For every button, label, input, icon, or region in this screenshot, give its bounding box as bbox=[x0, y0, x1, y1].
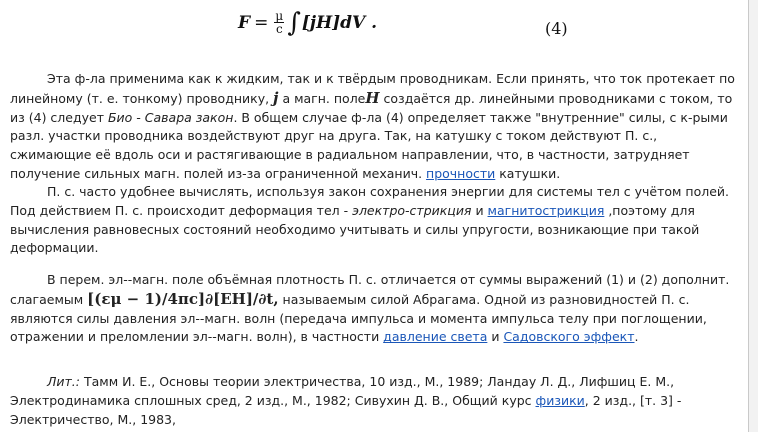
symbol-H: H bbox=[365, 88, 380, 107]
paragraph-1 bbox=[10, 70, 740, 184]
p1-text-4: . В общем случае ф-ла (4) определяет также "внутренние" силы, с к-рыми разл. участки проводника воздействуют друг на друга. Так, на катушку с током действуют П. с., сжимающие её вдоль оси и растягивающие в радиальном направлении, что, в частности, затрудняет получение сильных магн. полей из-за ограниченной механич. bbox=[10, 109, 728, 181]
p3-text-2: называемым силой Абрагама. Одной из разновидностей П. с. являются силы давления эл--магн. волн (передача импульса и момента импульса телу при поглощении, отражении и преломлении эл--магн. волн), в частности bbox=[10, 291, 707, 345]
p3-text-3: и bbox=[487, 329, 504, 345]
link-physics[interactable]: физики bbox=[535, 392, 585, 408]
p2-italic-electrostriction: электро-стрикция bbox=[352, 202, 472, 218]
p3-text-4: . bbox=[634, 329, 639, 345]
symbol-j: j bbox=[273, 88, 279, 107]
link-light-pressure[interactable]: давление света bbox=[383, 329, 488, 345]
paragraph-literature bbox=[10, 373, 740, 429]
p1-text-3: создаётся др. линейными проводниками с током, то из (4) следует bbox=[10, 90, 733, 125]
eq-frac-num: μ bbox=[275, 9, 284, 23]
eq-lhs: F bbox=[238, 12, 251, 33]
link-prochnosti[interactable]: прочности bbox=[426, 165, 496, 181]
p3-text-1: В перем. эл--магн. поле объёмная плотность П. с. отличается от суммы выражений (1) и (2) дополнит. слагаемым bbox=[10, 272, 730, 307]
link-magnetostriction[interactable]: магнитострикция bbox=[487, 202, 605, 218]
p1-text-1: Эта ф-ла применима как к жидким, так и к твёрдым проводникам. Если принять, что ток протекает по линейному (т. е. тонкому) проводнику, bbox=[10, 71, 735, 106]
abraham-formula: [(εμ − 1)/4πc]∂[EH]/∂t, bbox=[87, 289, 279, 308]
p1-text-2: а магн. поле bbox=[278, 90, 366, 106]
lit-label: Лит.: bbox=[47, 374, 80, 389]
right-border bbox=[748, 0, 758, 432]
link-sadovsky-effect[interactable]: Садовского эффект bbox=[503, 329, 635, 345]
p2-text-2: и bbox=[471, 202, 488, 218]
equation-number: (4) bbox=[545, 19, 568, 38]
eq-integral: ∫ bbox=[287, 7, 301, 38]
p4-text-2: , 2 изд., [т. 3] - Электричество, М., 1983, bbox=[10, 392, 682, 427]
p2-text-3: ,поэтому для вычисления равновесных состояний необходимо учитывать и силы упругости, возникающие при такой деформации. bbox=[10, 202, 700, 256]
eq-equals: = bbox=[254, 12, 269, 33]
equation-4 bbox=[238, 7, 378, 38]
eq-frac-den: c bbox=[275, 22, 283, 36]
paragraph-2 bbox=[10, 183, 740, 258]
p2-text-1: П. с. часто удобнее вычислять, используя закон сохранения энергии для системы тел с учётом полей. Под действием П. с. происходит деформация тел - bbox=[10, 184, 730, 218]
eq-body: [jH]dV . bbox=[301, 12, 378, 33]
p4-text-1: Тамм И. Е., Основы теории электричества, 10 изд., М., 1989; Ландау Л. Д., Лифшиц Е. М., Электродинамика сплошных сред, 2 изд., М., 1982; Сивухин Д. В., Общий курс bbox=[10, 374, 675, 408]
p1-italic-biot-savart: Био - Савара закон bbox=[107, 109, 234, 125]
paragraph-3 bbox=[10, 271, 740, 347]
p1-text-5: катушки. bbox=[495, 165, 561, 181]
eq-fraction bbox=[274, 10, 284, 35]
